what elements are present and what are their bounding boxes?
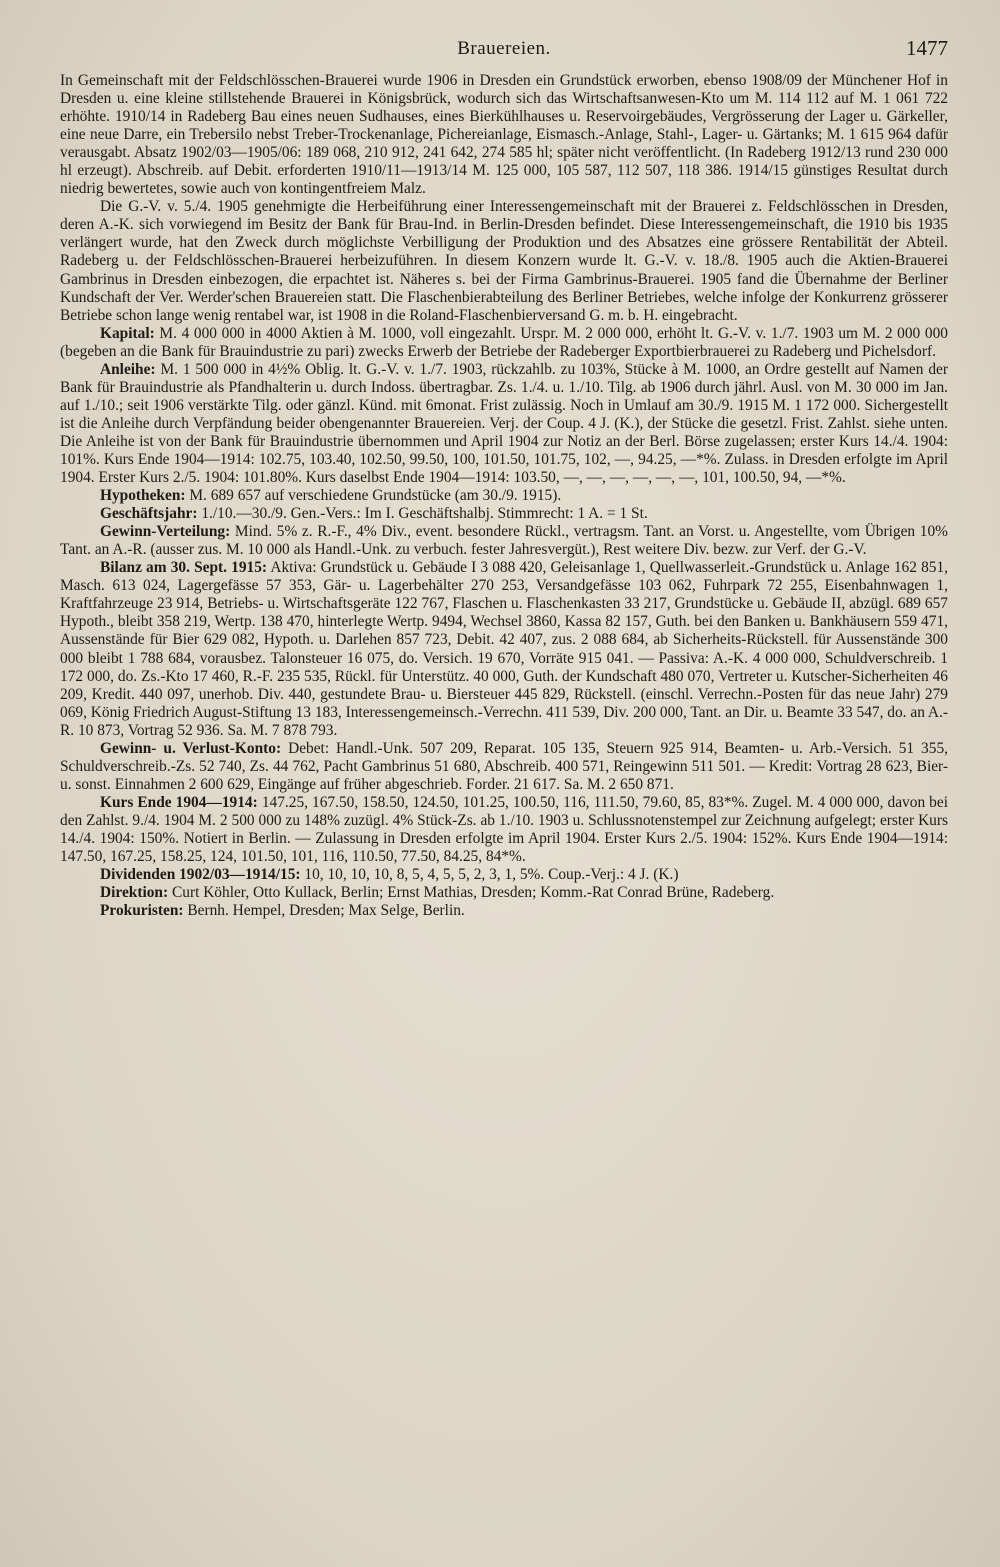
paragraph-text: In Gemeinschaft mit der Feldschlösschen-Brauerei wurde 1906 in Dresden ein Grundstück erworben, ebenso 1908/09 der Münchener Hof in Dresden u. eine kleine stillstehende Brauerei in Königsbrück, wodurch sich das Wirtschaftsanwesen-Kto um M. 114 112 auf M. 1 061 722 erhöhte. 1910/14 in Radeberg Bau eines neuen Sudhauses, eines Bierkühlhauses u. Reservoirgebäudes, Vergrösserung der Lager u. Gärkeller, eine neue Darre, ein Trebersilo nebst Treber-Trockenanlage, Pichereianlage, Eismasch.-Anlage, Stahl-, Lager- u. Gärtanks; M. 1 615 964 dafür verausgabt. Absatz 1902/03—1905/06: 189 068, 210 912, 241 642, 274 585 hl; später nicht veröffentlicht. (In Radeberg 1912/13 rund 230 000 hl erzeugt). Abschreib. auf Debit. erforderten 1910/11—1913/14 M. 125 000, 105 587, 112 507, 118 386. 1914/15 günstiges Resultat durch niedrig bewertetes, sowie auch von kontingentfreiem Malz. (60, 72, 948, 198)
paragraph-dividenden (60, 866, 948, 884)
paragraph-text: M. 4 000 000 in 4000 Aktien à M. 1000, voll eingezahlt. Urspr. M. 2 000 000, erhöht lt. G.-V. v. 1./7. 1903 um M. 2 000 000 (begeben an die Bank für Brauindustrie zu pari) zwecks Erwerb der Betriebe der Radeberger Exportbierbrauerei zu Radeberg und Pichelsdorf. (60, 324, 948, 360)
paragraph-text: M. 1 500 000 in 4½% Oblig. lt. G.-V. v. 1./7. 1903, rückzahlb. zu 103%, Stücke à M. 1000, an Ordre gestellt auf Namen der Bank für Brauindustrie als Pfandhalterin u. durch Indoss. übertragbar. Zs. 1./4. u. 1./10. Tilg. ab 1906 durch jährl. Ausl. von M. 30 000 im Jan. auf 1./10.; seit 1906 verstärkte Tilg. oder gänzl. Künd. mit 6monat. Frist zulässig. Noch in Umlauf am 30./9. 1915 M. 1 172 000. Sichergestellt ist die Anleihe durch Verpfändung beider obengenannter Brauereien. Verj. der Coup. 4 J. (K.), der Stücke die gesetzl. Frist. Zahlst. siehe unten. Die Anleihe ist von der Bank für Brauindustrie übernommen und April 1904 zur Notiz an der Berl. Börse zugelassen; erster Kurs 14./4. 1904: 101%. Kurs Ende 1904—1914: 102.75, 103.40, 102.50, 99.50, 100, 101.50, 101.75, 102, —, 94.25, —*%. Zulass. in Dresden erfolgte im April 1904. Erster Kurs 2./5. 1904: 101.80%. Kurs daselbst Ende 1904—1914: 103.50, —, —, —, —, —, —, 101, 100.50, 94, —*%. (60, 360, 948, 487)
paragraph-prokuristen (60, 902, 948, 920)
section-label: Direktion: (100, 884, 169, 902)
paragraph-text: Debet: Handl.-Unk. 507 209, Reparat. 105 135, Steuern 925 914, Beamten- u. Arb.-Versich. 51 355, Schuldverschreib.-Zs. 52 740, Zs. 44 762, Pacht Gambrinus 51 680, Abschreib. 400 571, Reingewinn 511 501. — Kredit: Vortrag 28 623, Bier- u. sonst. Einnahmen 2 600 629, Eingänge auf früher abgeschrieb. Forder. 21 617. Sa. M. 2 650 871. (60, 739, 948, 793)
paragraph-text: 10, 10, 10, 10, 8, 5, 4, 5, 5, 2, 3, 1, 5%. Coup.-Verj.: 4 J. (K.) (304, 866, 679, 884)
section-label: Gewinn- u. Verlust-Konto: (100, 739, 282, 757)
document-body (60, 72, 948, 920)
paragraph-text: Bernh. Hempel, Dresden; Max Selge, Berlin. (187, 902, 465, 920)
paragraph-direktion (60, 884, 948, 902)
section-label: Kapital: (100, 324, 155, 342)
paragraph-text: M. 689 657 auf verschiedene Grundstücke (am 30./9. 1915). (189, 487, 562, 505)
section-label: Anleihe: (100, 360, 156, 378)
paragraph-geschaeftsjahr (60, 505, 948, 523)
section-label: Dividenden 1902/03—1914/15: (100, 866, 301, 884)
running-title: Brauereien. (457, 38, 551, 59)
paragraph-history (60, 72, 948, 198)
paragraph-hypotheken (60, 487, 948, 505)
paragraph-anleihe (60, 361, 948, 487)
paragraph-interessengemeinschaft (60, 198, 948, 324)
paragraph-text: 1./10.—30./9. Gen.-Vers.: Im I. Geschäftshalbj. Stimmrecht: 1 A. = 1 St. (201, 505, 648, 523)
paragraph-kapital (60, 325, 948, 361)
paragraph-gewinn-verteilung (60, 523, 948, 559)
section-label: Hypotheken: (100, 487, 186, 505)
paragraph-text: Curt Köhler, Otto Kullack, Berlin; Ernst Mathias, Dresden; Komm.-Rat Conrad Brüne, Radeberg. (171, 884, 775, 902)
paragraph-text: Mind. 5% z. R.-F., 4% Div., event. besondere Rückl., vertragsm. Tant. an Vorst. u. Angestellte, vom Übrigen 10% Tant. an A.-R. (ausser zus. M. 10 000 als Handl.-Unk. zu verbuch. fester Jahresvergüt.), Rest weitere Div. bezw. zur Verf. der G.-V. (60, 523, 948, 559)
page-header (60, 30, 948, 72)
paragraph-bilanz (60, 559, 948, 739)
section-label: Gewinn-Verteilung: (100, 523, 231, 541)
section-label: Bilanz am 30. Sept. 1915: (100, 559, 268, 577)
paragraph-text: Die G.-V. v. 5./4. 1905 genehmigte die Herbeiführung einer Interessengemeinschaft mit der Brauerei z. Feldschlösschen in Dresden, deren A.-K. sich vorwiegend im Besitz der Bank für Brau-Ind. in Berlin-Dresden befindet. Diese Interessengemeinschaft, die 1910 bis 1935 verlängert wurde, hat den Zweck durch möglichste Verbilligung der Produktion und des Absatzes eine grössere Rentabilität der Abteil. Radeberg u. der Feldschlösschen-Brauerei herbeizuführen. In diesem Konzern wurde lt. G.-V. v. 18./8. 1905 auch die Aktien-Brauerei Gambrinus in Dresden einbezogen, die erpachtet ist. Näheres s. bei der Firma Gambrinus-Brauerei. 1905 fand die Übernahme der Berliner Kundschaft der Ver. Werder'schen Brauereien statt. Die Flaschenbierabteilung des Berliner Betriebes, welche infolge der Konkurrenz grösserer Betriebe schon lange wenig rentabel war, ist 1908 in die Roland-Flaschenbierversand G. m. b. H. eingebracht. (60, 198, 948, 324)
section-label: Prokuristen: (100, 902, 184, 920)
section-label: Geschäftsjahr: (100, 505, 198, 523)
paragraph-text: Aktiva: Grundstück u. Gebäude I 3 088 420, Geleisanlage 1, Quellwasserleit.-Grundstück u. Anlage 162 851, Masch. 613 024, Lagergefässe 57 353, Gär- u. Lagerbehälter 270 253, Versandgefässe 103 062, Fuhrpark 72 255, Eisenbahnwagen 1, Kraftfahrzeuge 23 914, Betriebs- u. Wirtschaftsgeräte 122 767, Flaschen u. Flaschenkasten 33 217, Grundstücke u. Gebäude II, abzügl. 689 657 Hypoth., bleibt 358 219, Wertp. 138 470, hinterlegte Wertp. 9494, Wechsel 3860, Kassa 82 157, Guth. bei den Banken u. Bankhäusern 559 471, Aussenstände für Bier 629 082, Hypoth. u. Darlehen 857 723, Debit. 42 407, zus. 2 088 684, ab Sicherheits-Rückstell. für Aussenstände 300 000 bleibt 1 788 684, vorausbez. Talonsteuer 16 075, do. Versich. 19 670, Vorräte 915 041. — Passiva: A.-K. 4 000 000, Schuldverschreib. 1 172 000, do. Zs.-Kto 17 460, R.-F. 235 535, Rückl. für Unterstütz. 40 000, Guth. der Kundschaft 480 070, Vertreter u. Kutscher-Sicherheiten 46 209, Kredit. 440 097, unerhob. Div. 440, gestundete Brau- u. Biersteuer 445 829, Rückstell. (einschl. Verrechn.-Posten für das neue Jahr) 279 069, König Friedrich August-Stiftung 13 183, Interessengemeinsch.-Verrechn. 411 539, Div. 200 000, Tant. an Dir. u. Beamte 33 547, do. an A.-R. 10 873, Vortrag 52 936. Sa. M. 7 878 793. (60, 559, 949, 739)
paragraph-text: 147.25, 167.50, 158.50, 124.50, 101.25, 100.50, 116, 111.50, 79.60, 85, 83*%. Zugel. M. 4 000 000, davon bei den Zahlst. 9./4. 1904 M. 2 500 000 zu 148% zuzügl. 4% Stück-Zs. ab 1./10. 1903 u. Schlussnotenstempel zur Zeichnung aufgelegt; erster Kurs 14./4. 1904: 150%. Notiert in Berlin. — Zulassung in Dresden erfolgte im April 1904. Erster Kurs 2./5. 1904: 152%. Kurs Ende 1904—1914: 147.50, 167.25, 158.25, 124, 101.50, 101, 116, 110.50, 77.50, 84.25, 84*%. (60, 793, 948, 866)
page-number: 1477 (906, 36, 948, 60)
paragraph-gewinn-verlust (60, 740, 948, 794)
section-label: Kurs Ende 1904—1914: (100, 793, 258, 811)
paragraph-kurs (60, 794, 948, 866)
